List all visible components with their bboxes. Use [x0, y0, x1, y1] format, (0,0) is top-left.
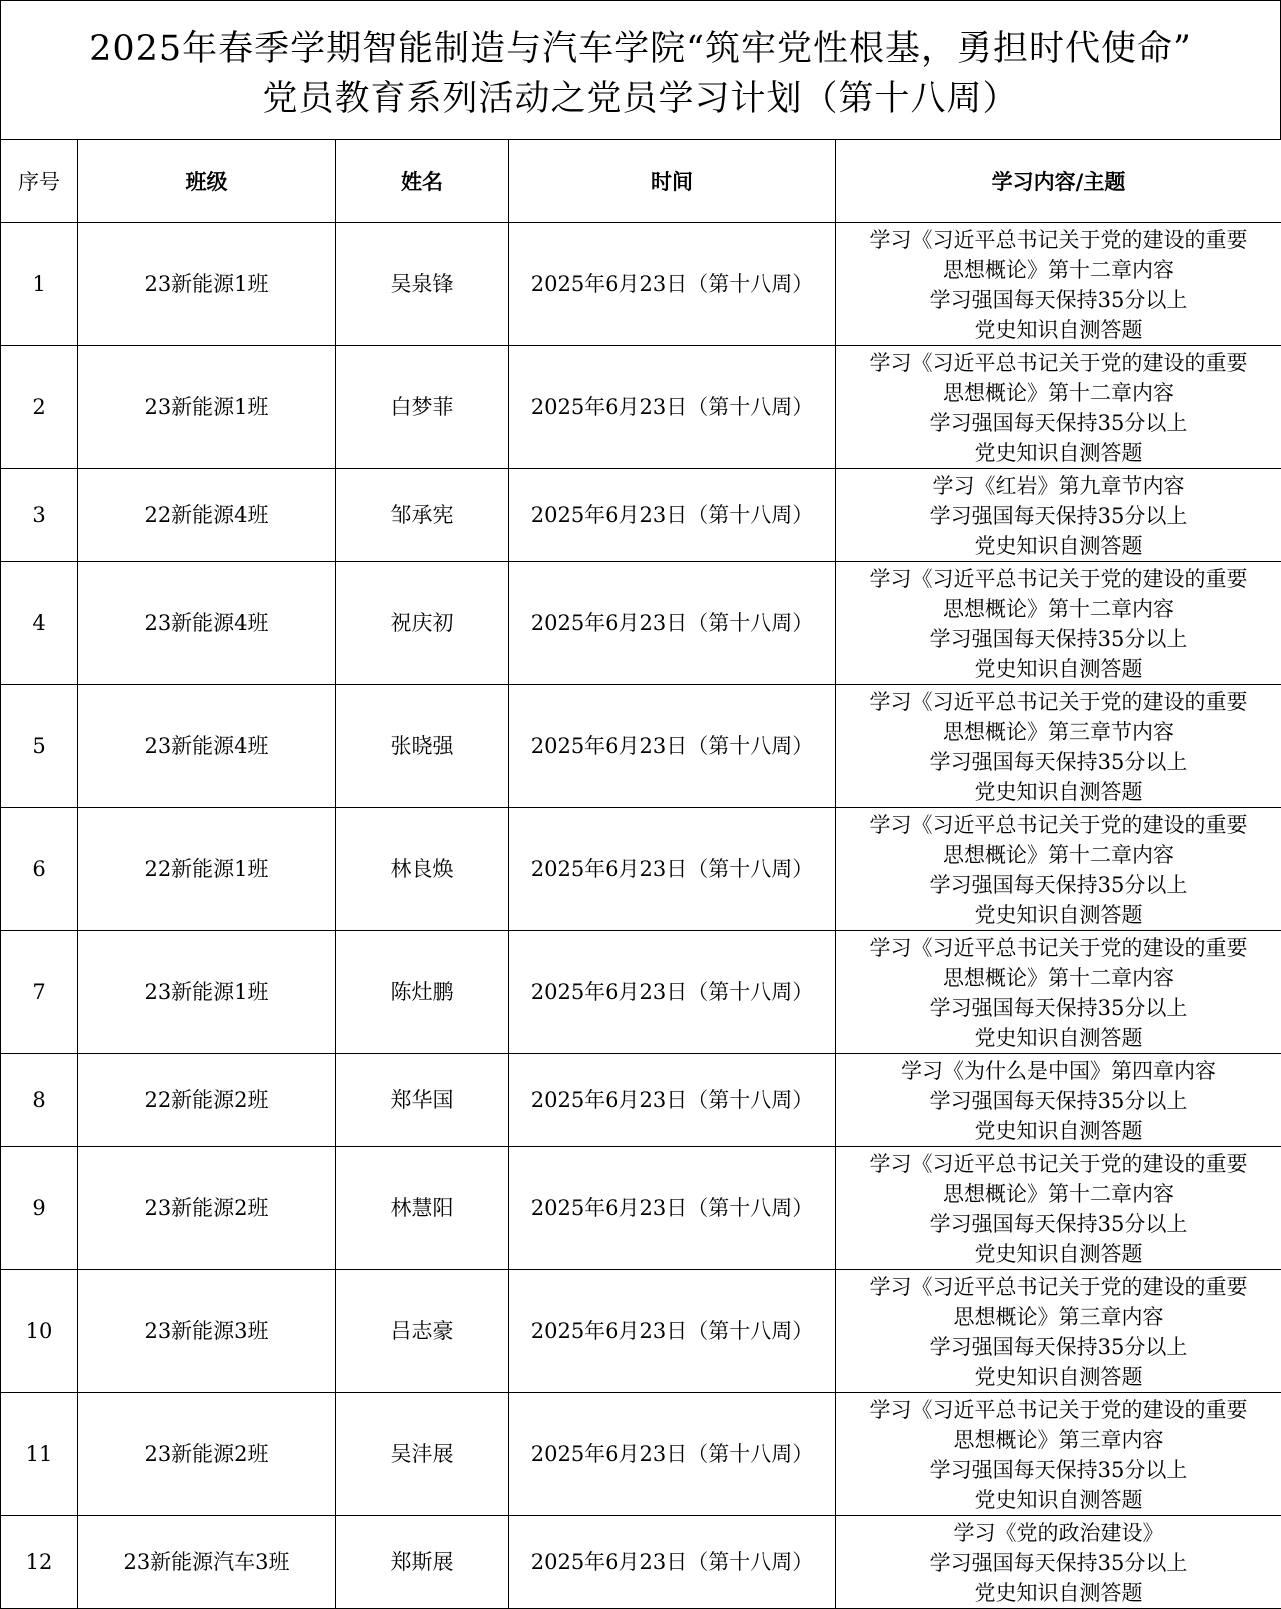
table-row: [1, 469, 1281, 562]
content-line: 学习强国每天保持35分以上: [836, 1455, 1281, 1485]
row-time: 2025年6月23日（第十八周）: [509, 1270, 836, 1393]
table-row: [1, 808, 1281, 931]
row-name: 白梦菲: [336, 346, 509, 469]
content-line: 学习《习近平总书记关于党的建设的重要: [836, 225, 1281, 255]
content-line: 学习强国每天保持35分以上: [836, 1209, 1281, 1239]
content-line: 党史知识自测答题: [836, 654, 1281, 684]
row-time: 2025年6月23日（第十八周）: [509, 223, 836, 346]
row-name: 郑华国: [336, 1054, 509, 1147]
content-line: 思想概论》第十二章内容: [836, 1179, 1281, 1209]
content-line: 学习强国每天保持35分以上: [836, 1548, 1281, 1578]
content-line: 学习强国每天保持35分以上: [836, 1086, 1281, 1116]
row-time: 2025年6月23日（第十八周）: [509, 562, 836, 685]
row-content: [836, 1054, 1281, 1147]
row-class: 22新能源2班: [78, 1054, 336, 1147]
row-class: 22新能源4班: [78, 469, 336, 562]
content-line: 学习强国每天保持35分以上: [836, 1332, 1281, 1362]
table-row: [1, 1147, 1281, 1270]
row-number: 11: [1, 1393, 78, 1516]
content-line: 学习《习近平总书记关于党的建设的重要: [836, 687, 1281, 717]
content-line: 思想概论》第十二章内容: [836, 840, 1281, 870]
table-row: [1, 346, 1281, 469]
row-class: 23新能源4班: [78, 562, 336, 685]
row-number: 8: [1, 1054, 78, 1147]
row-content: [836, 808, 1281, 931]
row-class: 23新能源4班: [78, 685, 336, 808]
row-content: [836, 1516, 1281, 1609]
content-line: 党史知识自测答题: [836, 900, 1281, 930]
row-number: 5: [1, 685, 78, 808]
content-line: 学习强国每天保持35分以上: [836, 501, 1281, 531]
header-time: 时间: [509, 140, 836, 223]
row-content: [836, 562, 1281, 685]
table-body: [1, 223, 1281, 1609]
table-row: [1, 1270, 1281, 1393]
row-name: 张晓强: [336, 685, 509, 808]
row-number: 6: [1, 808, 78, 931]
content-line: 学习《党的政治建设》: [836, 1518, 1281, 1548]
row-content: [836, 1147, 1281, 1270]
content-line: 学习《红岩》第九章节内容: [836, 471, 1281, 501]
title-block: [0, 0, 1281, 139]
row-content: [836, 1393, 1281, 1516]
content-line: 学习《习近平总书记关于党的建设的重要: [836, 933, 1281, 963]
row-name: 邹承宪: [336, 469, 509, 562]
content-line: 思想概论》第十二章内容: [836, 963, 1281, 993]
content-line: 学习《习近平总书记关于党的建设的重要: [836, 1272, 1281, 1302]
row-class: 23新能源3班: [78, 1270, 336, 1393]
header-class: 班级: [78, 140, 336, 223]
row-class: 23新能源1班: [78, 931, 336, 1054]
row-content: [836, 346, 1281, 469]
row-content: [836, 469, 1281, 562]
study-plan-table: [0, 139, 1281, 1609]
content-line: 学习强国每天保持35分以上: [836, 624, 1281, 654]
content-line: 学习《为什么是中国》第四章内容: [836, 1056, 1281, 1086]
content-line: 党史知识自测答题: [836, 1485, 1281, 1515]
row-time: 2025年6月23日（第十八周）: [509, 1054, 836, 1147]
table-row: [1, 1516, 1281, 1609]
row-time: 2025年6月23日（第十八周）: [509, 346, 836, 469]
row-name: 陈灶鹏: [336, 931, 509, 1054]
row-class: 23新能源1班: [78, 223, 336, 346]
row-name: 郑斯展: [336, 1516, 509, 1609]
row-name: 吴沣展: [336, 1393, 509, 1516]
row-content: [836, 223, 1281, 346]
table-row: [1, 1393, 1281, 1516]
content-line: 党史知识自测答题: [836, 1578, 1281, 1608]
table-row: [1, 223, 1281, 346]
row-number: 3: [1, 469, 78, 562]
row-class: 23新能源2班: [78, 1393, 336, 1516]
header-name: 姓名: [336, 140, 509, 223]
row-content: [836, 685, 1281, 808]
row-time: 2025年6月23日（第十八周）: [509, 931, 836, 1054]
row-time: 2025年6月23日（第十八周）: [509, 1516, 836, 1609]
row-class: 23新能源2班: [78, 1147, 336, 1270]
content-line: 思想概论》第十二章内容: [836, 594, 1281, 624]
row-name: 吴泉锋: [336, 223, 509, 346]
content-line: 党史知识自测答题: [836, 315, 1281, 345]
row-number: 1: [1, 223, 78, 346]
content-line: 学习强国每天保持35分以上: [836, 747, 1281, 777]
content-line: 学习《习近平总书记关于党的建设的重要: [836, 564, 1281, 594]
content-line: 学习强国每天保持35分以上: [836, 408, 1281, 438]
row-name: 吕志豪: [336, 1270, 509, 1393]
row-number: 7: [1, 931, 78, 1054]
content-line: 学习强国每天保持35分以上: [836, 993, 1281, 1023]
content-line: 学习强国每天保持35分以上: [836, 870, 1281, 900]
content-line: 学习强国每天保持35分以上: [836, 285, 1281, 315]
content-line: 党史知识自测答题: [836, 1116, 1281, 1146]
row-name: 林良焕: [336, 808, 509, 931]
header-no: 序号: [1, 140, 78, 223]
content-line: 党史知识自测答题: [836, 531, 1281, 561]
row-number: 9: [1, 1147, 78, 1270]
content-line: 学习《习近平总书记关于党的建设的重要: [836, 1395, 1281, 1425]
table-row: [1, 1054, 1281, 1147]
content-line: 思想概论》第三章内容: [836, 1425, 1281, 1455]
row-number: 4: [1, 562, 78, 685]
content-line: 党史知识自测答题: [836, 1023, 1281, 1053]
content-line: 思想概论》第三章内容: [836, 1302, 1281, 1332]
content-line: 学习《习近平总书记关于党的建设的重要: [836, 1149, 1281, 1179]
row-content: [836, 931, 1281, 1054]
content-line: 党史知识自测答题: [836, 777, 1281, 807]
content-line: 思想概论》第十二章内容: [836, 378, 1281, 408]
content-line: 党史知识自测答题: [836, 438, 1281, 468]
row-time: 2025年6月23日（第十八周）: [509, 1147, 836, 1270]
page-title-line-1: 2025年春季学期智能制造与汽车学院“筑牢党性根基，勇担时代使命”: [1, 29, 1280, 69]
row-time: 2025年6月23日（第十八周）: [509, 685, 836, 808]
table-row: [1, 931, 1281, 1054]
content-line: 思想概论》第十二章内容: [836, 255, 1281, 285]
content-line: 学习《习近平总书记关于党的建设的重要: [836, 810, 1281, 840]
content-line: 学习《习近平总书记关于党的建设的重要: [836, 348, 1281, 378]
row-number: 2: [1, 346, 78, 469]
row-name: 祝庆初: [336, 562, 509, 685]
header-content: 学习内容/主题: [836, 140, 1281, 223]
row-class: 22新能源1班: [78, 808, 336, 931]
row-time: 2025年6月23日（第十八周）: [509, 808, 836, 931]
content-line: 思想概论》第三章节内容: [836, 717, 1281, 747]
page-title-line-2: 党员教育系列活动之党员学习计划（第十八周）: [1, 79, 1280, 119]
table-row: [1, 685, 1281, 808]
content-line: 党史知识自测答题: [836, 1239, 1281, 1269]
row-time: 2025年6月23日（第十八周）: [509, 1393, 836, 1516]
row-class: 23新能源1班: [78, 346, 336, 469]
row-time: 2025年6月23日（第十八周）: [509, 469, 836, 562]
row-name: 林慧阳: [336, 1147, 509, 1270]
row-class: 23新能源汽车3班: [78, 1516, 336, 1609]
content-line: 党史知识自测答题: [836, 1362, 1281, 1392]
row-number: 12: [1, 1516, 78, 1609]
table-header-row: [1, 140, 1281, 223]
row-number: 10: [1, 1270, 78, 1393]
table-row: [1, 562, 1281, 685]
row-content: [836, 1270, 1281, 1393]
